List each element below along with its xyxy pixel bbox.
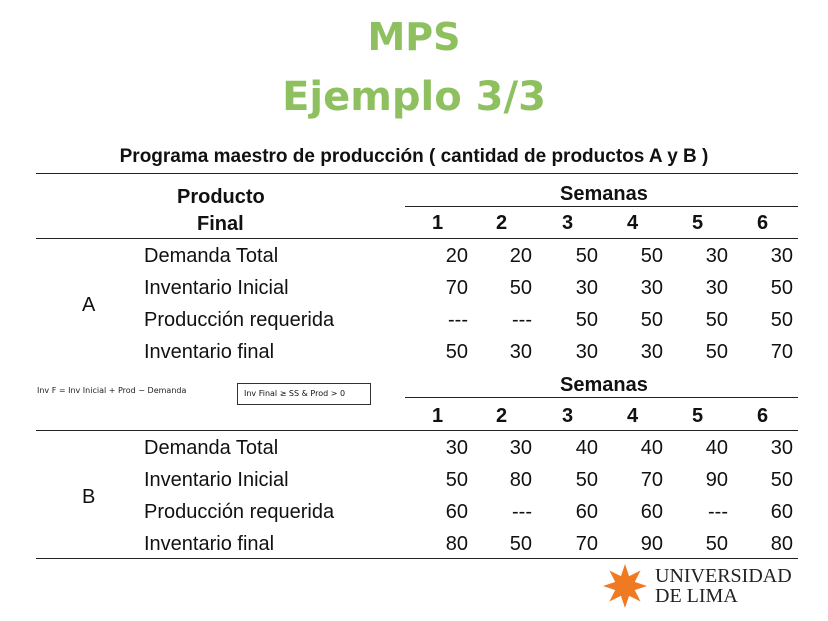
table-cell: 60: [770, 501, 793, 523]
week-header-3: 3: [562, 212, 574, 234]
slide-title: MPS: [367, 15, 461, 59]
table-cell: 40: [705, 437, 728, 459]
table-cell: 30: [575, 341, 598, 363]
table-cell: 30: [770, 245, 793, 267]
weeks-rule-b: [405, 397, 798, 398]
table-cell: 50: [445, 469, 468, 491]
table-cell: 70: [770, 341, 793, 363]
table-cell: ---: [448, 309, 468, 331]
table-cell: 60: [575, 501, 598, 523]
table-cell: 50: [640, 309, 663, 331]
product-header-1: Producto: [177, 186, 265, 208]
table-cell: 50: [445, 341, 468, 363]
row-label: Demanda Total: [144, 437, 279, 459]
row-label: Inventario Inicial: [144, 277, 289, 299]
table-cell: 80: [770, 533, 793, 555]
top-rule: [36, 173, 798, 174]
weeks-header-a: Semanas: [560, 183, 648, 205]
week-header-6: 6: [757, 212, 769, 234]
table-cell: 20: [509, 245, 532, 267]
table-cell: 70: [640, 469, 663, 491]
table-cell: ---: [512, 309, 532, 331]
header-rule-a: [36, 238, 798, 239]
table-cell: 30: [509, 437, 532, 459]
product-a-label: A: [82, 294, 96, 316]
row-label: Producción requerida: [144, 309, 335, 331]
table-cell: 30: [509, 341, 532, 363]
university-logo-text: [655, 566, 792, 606]
week-header-4: 4: [627, 405, 639, 427]
header-rule-b: [36, 430, 798, 431]
weeks-header-b: Semanas: [560, 374, 648, 396]
table-cell: 40: [640, 437, 663, 459]
row-label: Inventario Inicial: [144, 469, 289, 491]
table-cell: 30: [640, 277, 663, 299]
table-cell: 30: [640, 341, 663, 363]
slide-subtitle-example: Ejemplo 3/3: [282, 74, 546, 120]
table-cell: ---: [708, 501, 728, 523]
row-label: Demanda Total: [144, 245, 279, 267]
week-header-3: 3: [562, 405, 574, 427]
week-header-2: 2: [496, 405, 508, 427]
table-cell: 90: [705, 469, 728, 491]
table-cell: 50: [705, 309, 728, 331]
table-cell: 30: [445, 437, 468, 459]
table-cell: 30: [575, 277, 598, 299]
week-header-5: 5: [692, 212, 704, 234]
week-header-6: 6: [757, 405, 769, 427]
table-cell: 20: [445, 245, 468, 267]
week-header-1: 1: [432, 405, 444, 427]
table-cell: 50: [640, 245, 663, 267]
row-label: Producción requerida: [144, 501, 335, 523]
table-cell: 50: [705, 533, 728, 555]
table-cell: 50: [705, 341, 728, 363]
week-header-4: 4: [627, 212, 639, 234]
table-caption: Programa maestro de producción ( cantidad de productos A y B ): [119, 146, 709, 167]
formula-note: Inv F = Inv Inicial + Prod − Demanda: [37, 386, 187, 395]
constraint-note: Inv Final ≥ SS & Prod > 0: [237, 383, 371, 405]
table-cell: 90: [640, 533, 663, 555]
table-cell: 50: [575, 309, 598, 331]
product-header-2: Final: [197, 213, 244, 235]
table-cell: 60: [640, 501, 663, 523]
row-label: Inventario final: [144, 341, 275, 363]
week-header-1: 1: [432, 212, 444, 234]
table-cell: 30: [705, 277, 728, 299]
table-cell: 30: [770, 437, 793, 459]
table-cell: 50: [770, 469, 793, 491]
table-cell: 30: [705, 245, 728, 267]
product-b-label: B: [82, 486, 96, 508]
row-label: Inventario final: [144, 533, 275, 555]
table-cell: 50: [575, 469, 598, 491]
table-cell: 50: [770, 277, 793, 299]
table-cell: ---: [512, 501, 532, 523]
table-cell: 80: [445, 533, 468, 555]
table-cell: 70: [445, 277, 468, 299]
table-cell: 70: [575, 533, 598, 555]
bottom-rule: [36, 558, 798, 559]
university-logo-icon: [602, 563, 648, 609]
table-cell: 40: [575, 437, 598, 459]
table-cell: 50: [509, 533, 532, 555]
table-cell: 50: [770, 309, 793, 331]
table-cell: 50: [575, 245, 598, 267]
table-cell: 60: [445, 501, 468, 523]
week-header-2: 2: [496, 212, 508, 234]
logo-line-2: DE LIMA: [655, 585, 738, 607]
week-header-5: 5: [692, 405, 704, 427]
table-cell: 80: [509, 469, 532, 491]
table-cell: 50: [509, 277, 532, 299]
logo-line-1: UNIVERSIDAD: [655, 565, 792, 587]
weeks-rule-a: [405, 206, 798, 207]
